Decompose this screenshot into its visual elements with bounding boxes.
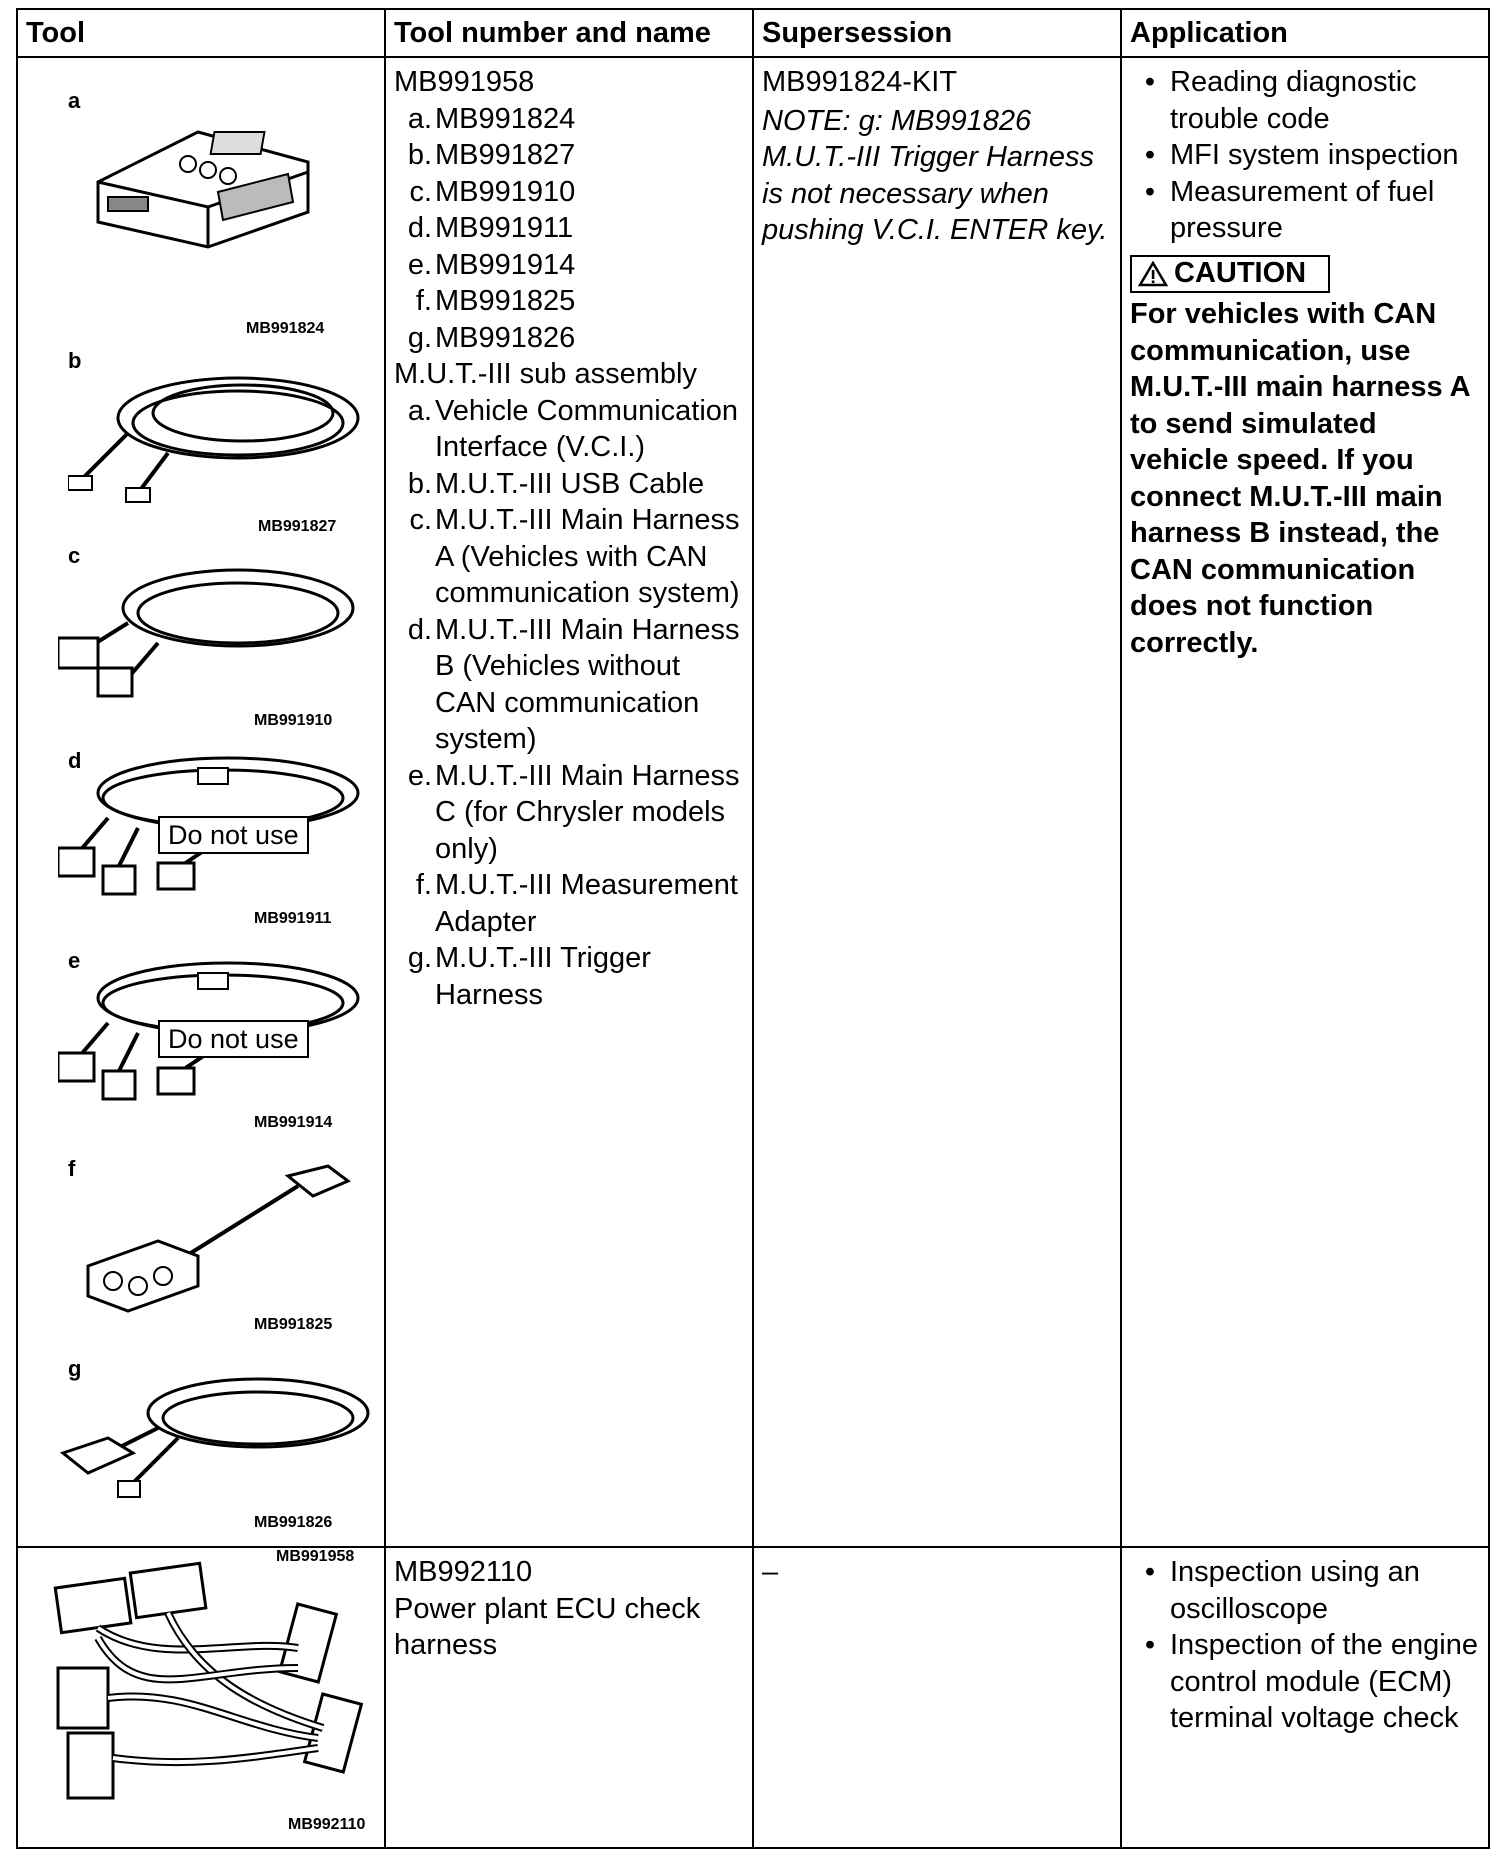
illus-code-a: MB991824 bbox=[246, 320, 325, 337]
supersession-code: – bbox=[762, 1556, 779, 1588]
kit-code: MB991958 bbox=[276, 1548, 355, 1565]
illus-letter-e: e bbox=[68, 948, 81, 973]
illus-letter-a: a bbox=[68, 88, 81, 113]
list-item: e. M.U.T.-III Main Harness C (for Chrysler models only) bbox=[407, 759, 740, 865]
tool-number: MB992110 bbox=[394, 1556, 533, 1588]
list-item: g. MB991826 bbox=[407, 321, 576, 354]
list-item: f. MB991825 bbox=[415, 285, 576, 317]
illus-code-b: MB991827 bbox=[258, 518, 337, 535]
table-row bbox=[17, 1547, 1489, 1848]
measurement-adapter-icon bbox=[78, 1156, 358, 1316]
check-harness-icon bbox=[38, 1558, 378, 1808]
tool-number-name-cell bbox=[385, 1547, 753, 1848]
supersession-note: NOTE: g: MB991826 M.U.T.-III Trigger Harness is not necessary when pushing V.C.I. ENTER key. bbox=[762, 104, 1108, 246]
vci-device-icon bbox=[78, 112, 328, 252]
table-row bbox=[17, 57, 1489, 1547]
check-harness-illustration bbox=[18, 1548, 386, 1847]
illus-code-d: MB991911 bbox=[254, 910, 332, 927]
application-cell bbox=[1121, 57, 1489, 1547]
sub-assembly-title: M.U.T.-III sub assembly bbox=[394, 358, 697, 390]
list-item: • Reading diagnostic trouble code bbox=[1144, 66, 1417, 135]
illus-code-harness: MB992110 bbox=[288, 1816, 366, 1833]
supersession-cell bbox=[753, 57, 1121, 1547]
illus-letter-f: f bbox=[68, 1156, 76, 1181]
do-not-use-label: Do not use bbox=[158, 1020, 309, 1058]
illus-code-f: MB991825 bbox=[254, 1316, 333, 1333]
list-item: b. MB991827 bbox=[407, 139, 576, 171]
illus-letter-d: d bbox=[68, 748, 82, 773]
caution-badge bbox=[1130, 255, 1330, 293]
illus-letter-g: g bbox=[68, 1356, 82, 1381]
header-supersession: Supersession bbox=[753, 9, 1121, 57]
list-item: d. M.U.T.-III Main Harness B (Vehicles without CAN communication system) bbox=[407, 613, 740, 755]
list-item: e. MB991914 bbox=[407, 248, 576, 281]
illus-letter-c: c bbox=[68, 543, 81, 568]
caution-text: For vehicles with CAN communication, use M.U.T.-III main harness A to send simulated vehicle speed. If you connect M.U.T.-III main harness B instead, the CAN communication does not function correctly. bbox=[1130, 298, 1470, 659]
illus-code-e: MB991914 bbox=[254, 1114, 333, 1131]
kit-number: MB991958 bbox=[394, 66, 535, 98]
header-tool: Tool bbox=[17, 9, 385, 57]
illus-code-g: MB991826 bbox=[254, 1514, 333, 1531]
header-application: Application bbox=[1121, 9, 1489, 57]
do-not-use-label: Do not use bbox=[158, 816, 309, 854]
list-item: d. MB991911 bbox=[407, 212, 574, 244]
supersession-cell bbox=[753, 1547, 1121, 1848]
list-item: • Inspection using an oscilloscope bbox=[1144, 1556, 1420, 1625]
list-item: • Measurement of fuel pressure bbox=[1144, 175, 1435, 244]
header-row bbox=[17, 9, 1489, 57]
list-item: c. MB991910 bbox=[409, 175, 576, 208]
list-item: a. Vehicle Communication Interface (V.C.I.) bbox=[407, 394, 739, 463]
application-cell bbox=[1121, 1547, 1489, 1848]
tool-number-name-cell bbox=[385, 57, 753, 1547]
header-tool-number-name: Tool number and name bbox=[385, 9, 753, 57]
list-item: f. M.U.T.-III Measurement Adapter bbox=[415, 869, 738, 938]
tool-name: Power plant ECU check harness bbox=[394, 1592, 701, 1661]
main-harness-a-icon bbox=[58, 553, 368, 703]
application-list bbox=[1130, 64, 1480, 247]
list-item: • Inspection of the engine control module (ECM) terminal voltage check bbox=[1144, 1629, 1478, 1734]
list-item: a. MB991824 bbox=[407, 102, 576, 135]
sub-assembly-list bbox=[394, 393, 744, 1014]
component-number-list bbox=[394, 101, 744, 357]
list-item: b. M.U.T.-III USB Cable bbox=[407, 467, 705, 500]
trigger-harness-icon bbox=[58, 1363, 378, 1513]
application-list bbox=[1130, 1554, 1480, 1737]
list-item: • MFI system inspection bbox=[1144, 139, 1459, 171]
illus-code-c: MB991910 bbox=[254, 712, 333, 729]
mut3-kit-illustration bbox=[18, 58, 386, 1565]
tools-table bbox=[16, 8, 1490, 1849]
tool-illustrations-cell bbox=[17, 57, 385, 1565]
list-item: g. M.U.T.-III Trigger Harness bbox=[407, 942, 651, 1011]
illus-letter-b: b bbox=[68, 348, 82, 373]
tool-illustration-cell bbox=[17, 1547, 385, 1848]
caution-label: CAUTION bbox=[1174, 257, 1307, 290]
list-item: c. M.U.T.-III Main Harness A (Vehicles with CAN communication system) bbox=[409, 504, 740, 609]
usb-cable-icon bbox=[68, 358, 368, 518]
supersession-code: MB991824-KIT bbox=[762, 66, 958, 98]
warning-icon bbox=[1138, 261, 1168, 287]
